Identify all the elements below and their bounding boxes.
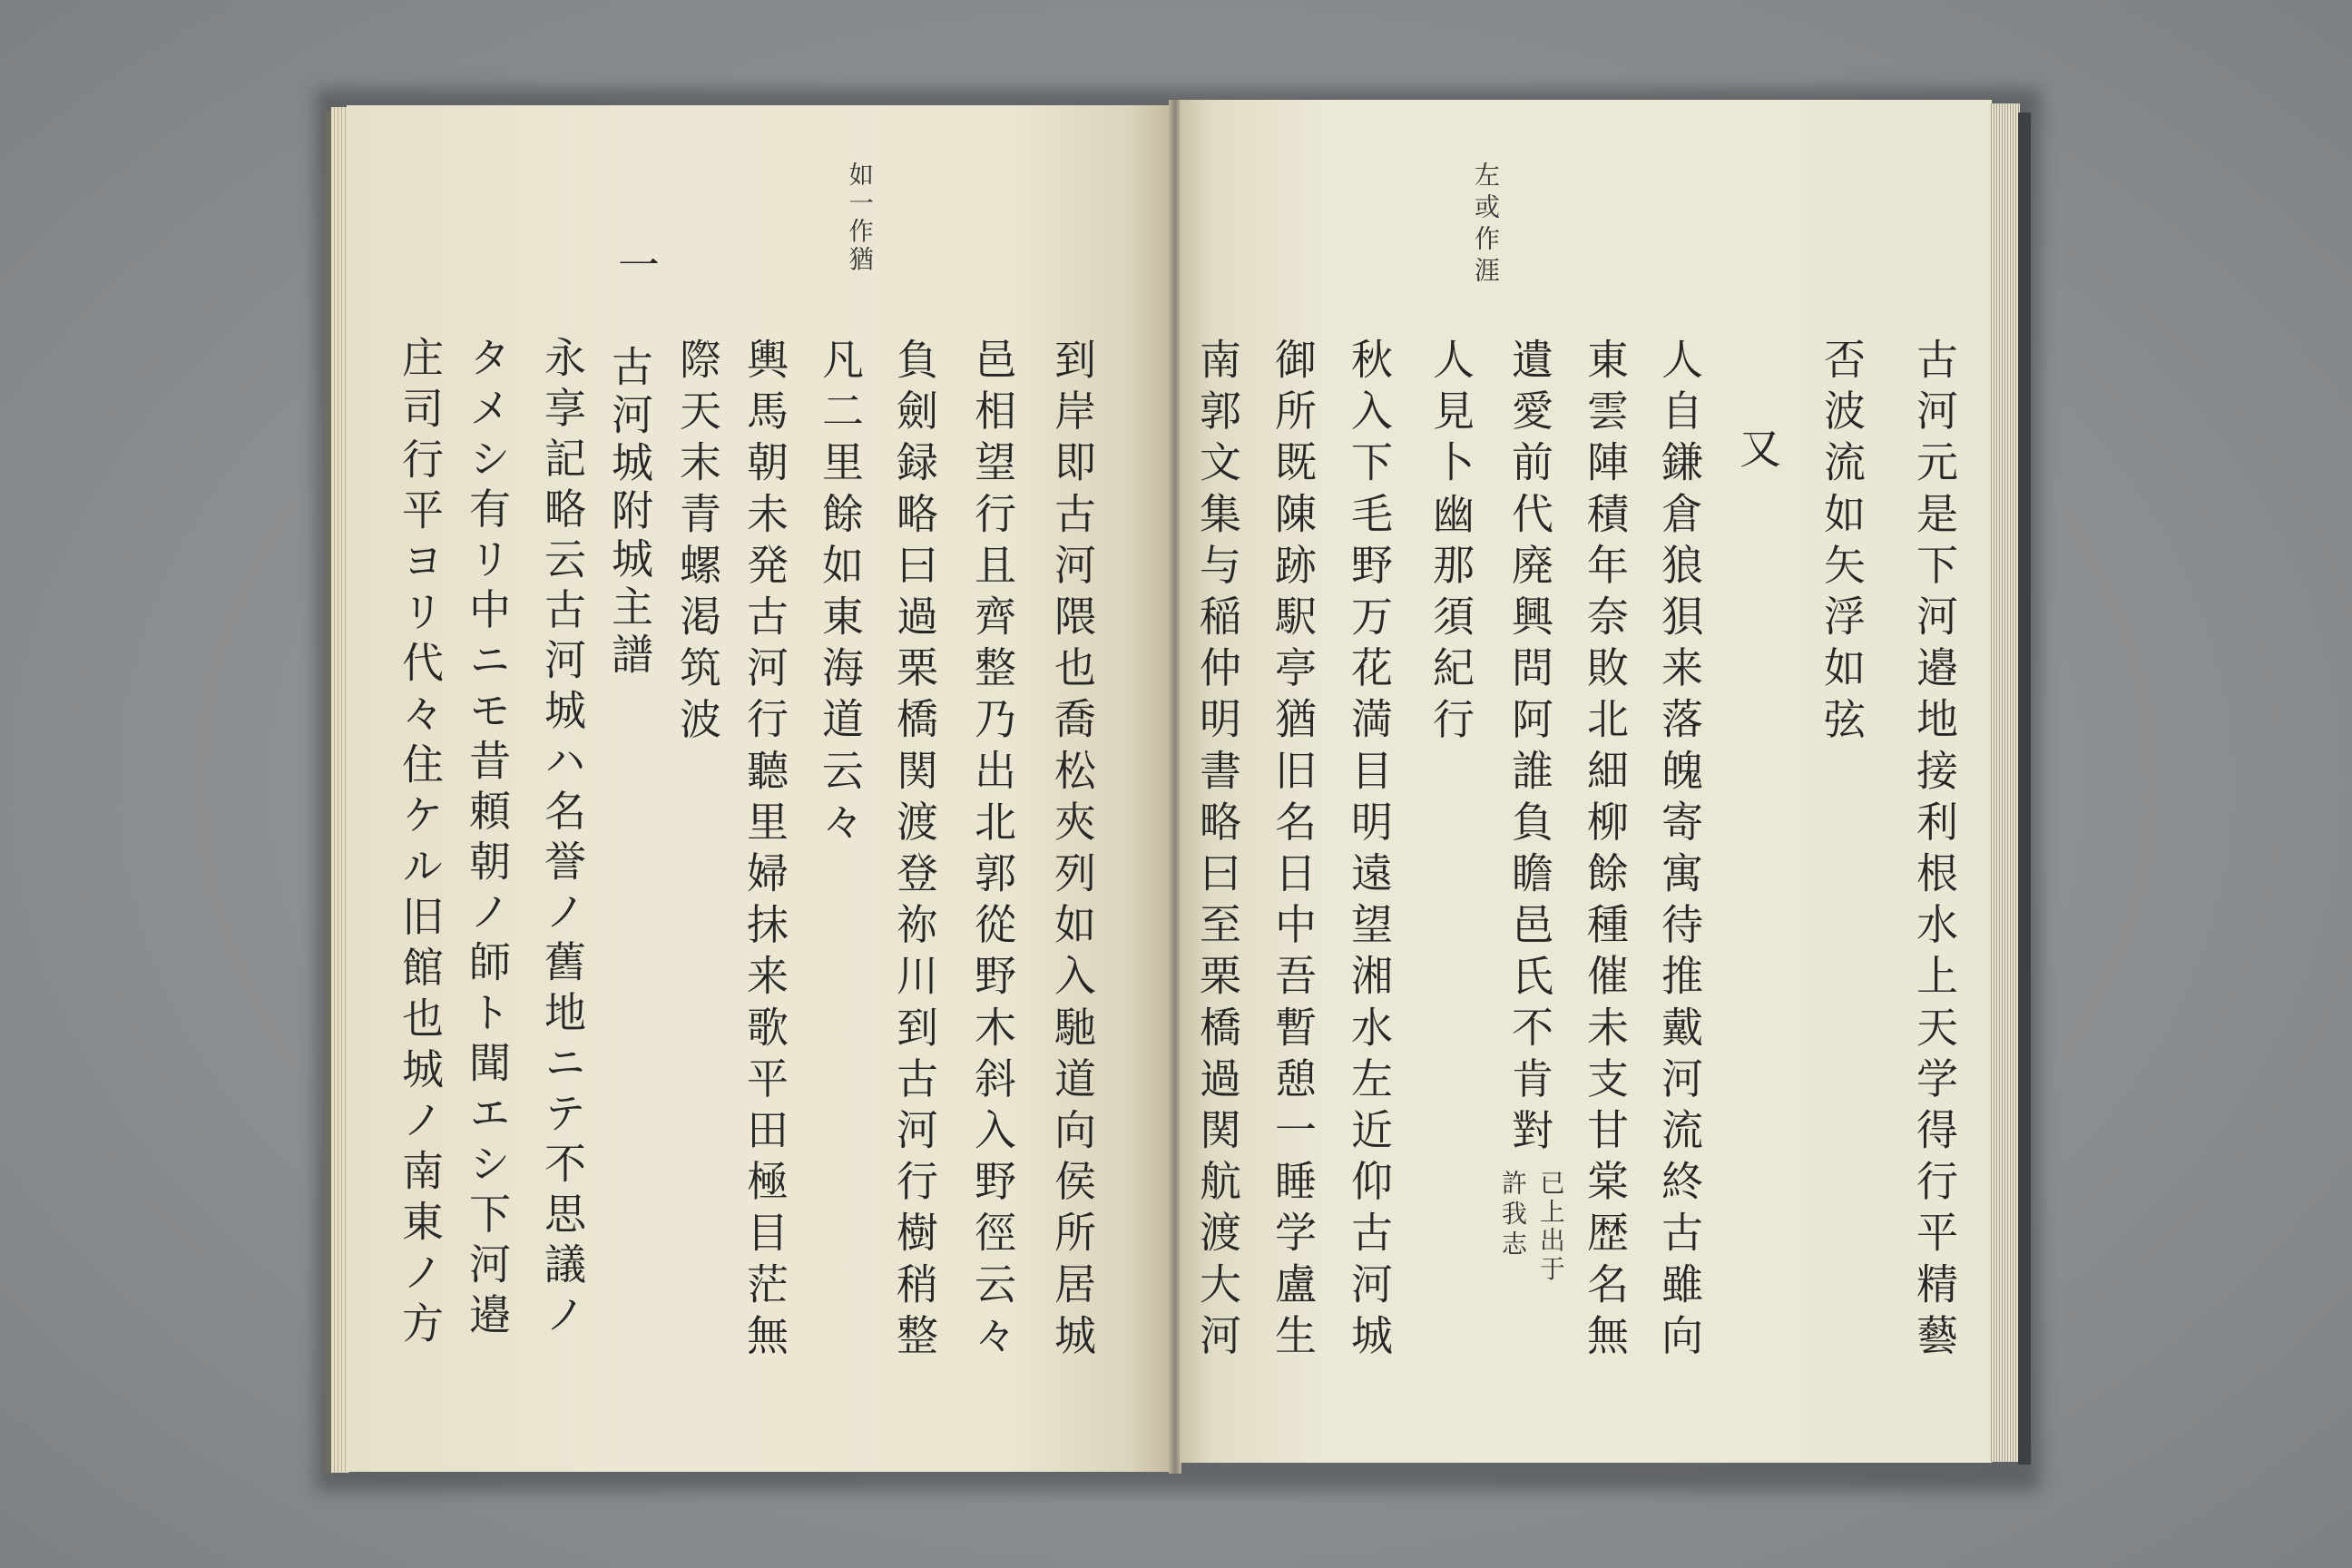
text-column: 古河元是下河邉地接利根水上天学得行平精藝 [1910,338,1959,1365]
source-note: 已上出于 [1534,1170,1565,1284]
item-mark: 一 [611,243,660,290]
text-column: 又 [1733,426,1782,478]
text-column: 負劍録略曰過栗橋関渡登祢川到古河行樹稍整 [890,338,939,1365]
section-heading: 古河城附城主譜 [605,345,654,681]
text-column: 庄司行平ヨリ代々住ケル旧館也城ノ南東ノ方 [396,336,445,1352]
text-column: 輿馬朝未発古河行聽里婦抹来歌平田極目茫無 [740,338,789,1365]
marginal-note: 左或作涯 [1471,162,1501,289]
right-cover-edge [2018,113,2031,1465]
right-page-edges [1989,103,2020,1462]
text-column: 否波流如矢浮如弦 [1818,338,1867,749]
text-column: 人見卜幽那須紀行 [1426,338,1475,749]
marginal-note: 如一作猶 [844,162,873,274]
text-column: 人自鎌倉狼狽来落魄寄寓待推戴河流終古雖向 [1655,338,1704,1365]
text-column: 凡二里餘如東海道云々 [816,338,865,851]
text-column: 際天末青螺渇筑波 [673,338,722,749]
source-note: 許我志 [1498,1170,1528,1260]
text-column: タメシ有リ中ニモ昔頼朝ノ師ト聞エシ下河邉 [463,336,512,1343]
text-column: 永享記略云古河城ハ名誉ノ舊地ニテ不思議ノ [538,336,587,1343]
text-column: 南郭文集与稲仲明書略曰至栗橋過関航渡大河 [1193,338,1242,1365]
text-column: 御所既陳跡駅亭猶旧名日中吾暫憩一睡学盧生 [1269,338,1318,1365]
text-column: 到岸即古河隈也喬松夾列如入馳道向侯所居城 [1048,338,1097,1365]
text-column: 邑相望行且齊整乃出北郭從野木斜入野徑云々 [968,338,1017,1365]
text-column: 秋入下毛野万花満目明遠望湘水左近仰古河城 [1345,338,1394,1365]
text-column: 遺愛前代廃興問阿誰負瞻邑氏不肯對 [1505,338,1554,1160]
text-column: 東雲陣積年奈敗北細柳餘種催未支甘棠歴名無 [1581,338,1630,1365]
